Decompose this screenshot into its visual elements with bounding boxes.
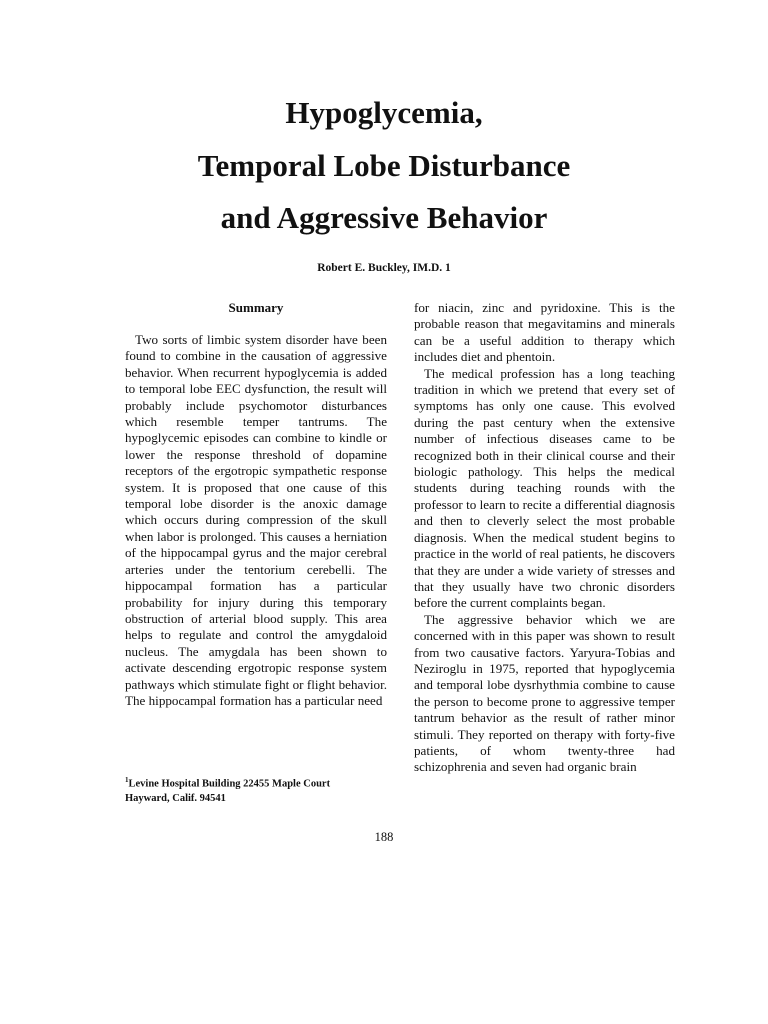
body-paragraph-3: The aggressive behavior which we are concerned with in this paper was shown to result from two causative factors. Yaryura-Tobias and Neziroglu in 1975, reported that hypoglycemia and temporal lobe dysrhythmia combine to cause the person to become prone to aggressive temper tantrum behavior as the result of rather minor stimuli. They reported on therapy with forty-five patients, of whom twenty-three had schizophrenia and seven had organic brain (414, 611, 675, 775)
summary-paragraph: Two sorts of limbic system disorder have been found to combine in the causation of aggressive behavior. When recurrent hypoglycemia is added to temporal lobe EEC dysfunction, the result will probably include psychomotor disturbances which resemble temper tantrums. The hypoglycemic episodes can combine to kindle or lower the response threshold of dopamine receptors of the ergotropic sympathetic response system. It is proposed that one cause of this temporal lobe disorder is the anoxic damage which occurs during compression of the skull when labor is prolonged. This causes a herniation of the hippocampal gyrus and the major cerebral arteries under the tentorium cerebelli. The hippocampal formation has a particular probability for injury during this temporary obstruction of arterial blood supply. This area helps to regulate and control the amygdaloid nucleus. The amygdala has been shown to activate descending ergotropic response system pathways which stimulate fight or flight behavior. The hippocampal formation has a particular need (125, 332, 387, 708)
body-paragraph-2: The medical profession has a long teaching tradition in which we pretend that every set of symptoms has only one cause. This evolved during the past century when the extensive number of infectious diseases came to be recognized both in their clinical course and their biologic pathology. This helps the medical students during teaching rounds with the professor to learn to recite a differential diagnosis and then to cleverly select the most probable diagnosis. When the medical student begins to practice in the world of real patients, he discovers that they are under a wide variety of stresses and that they usually have two chronic disorders before the current complaints began. (414, 365, 675, 611)
title-line-3: and Aggressive Behavior (220, 200, 548, 235)
footnote-line-2: Hayward, Calif. 94541 (125, 792, 226, 804)
body-paragraph-1: for niacin, zinc and pyridoxine. This is the probable reason that megavitamins and minerals can be a useful addition to therapy which includes diet and phentoin. (414, 300, 675, 365)
page-number: 188 (374, 830, 394, 844)
summary-heading: Summary (228, 300, 284, 315)
title-line-2: Temporal Lobe Disturbance (197, 148, 571, 183)
footnote-line-1: Levine Hospital Building 22455 Maple Court (128, 778, 331, 790)
footnote-marker: 1 (125, 776, 129, 784)
footnote (125, 773, 387, 806)
author-line: Robert E. Buckley, IM.D. 1 (317, 262, 451, 274)
right-column (414, 300, 675, 776)
title-line-1: Hypoglycemia, (285, 95, 483, 130)
left-column (125, 300, 387, 709)
